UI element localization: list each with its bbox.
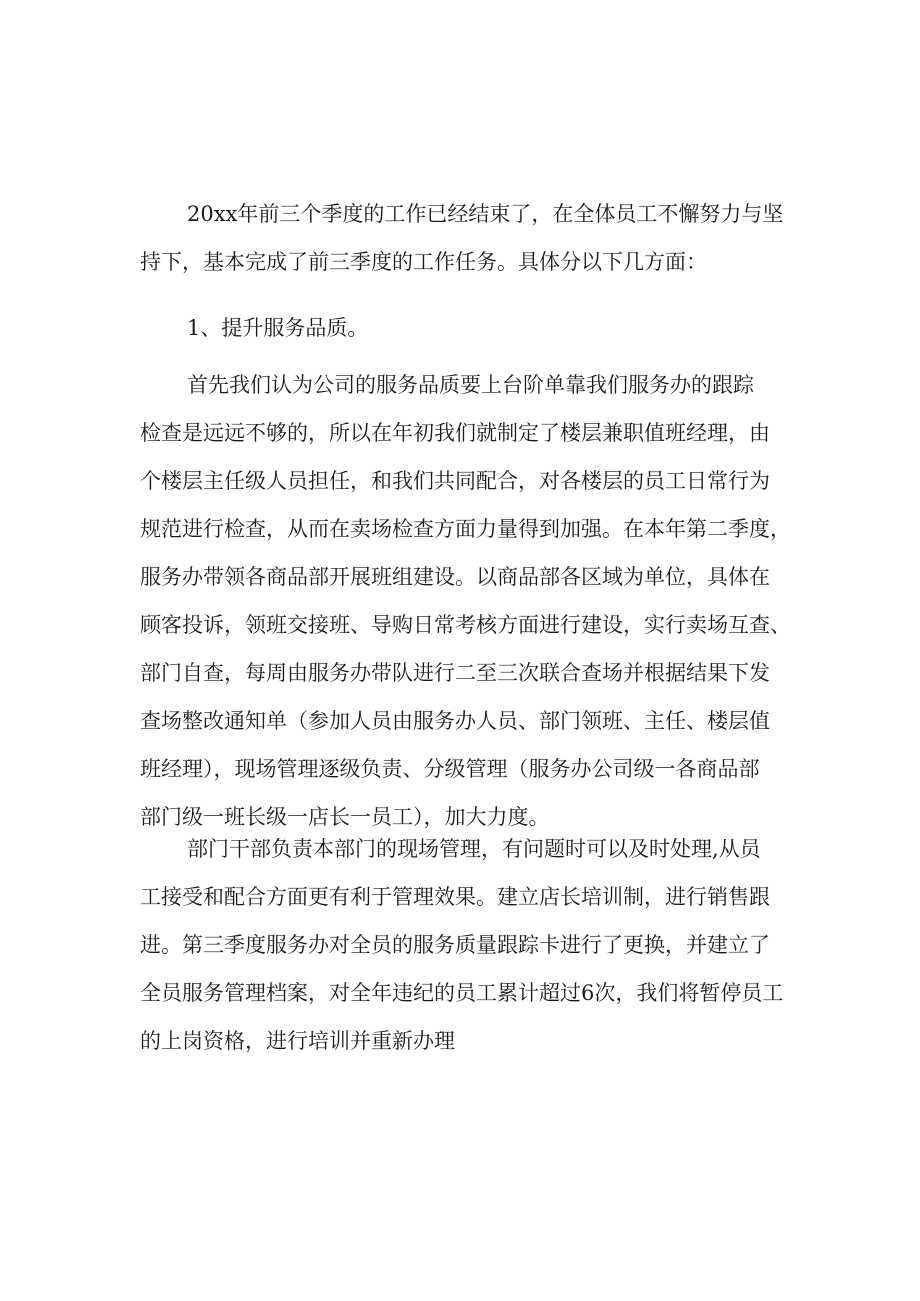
- text-line: 的上岗资格，进行培训并重新办理: [140, 1029, 455, 1053]
- text-line: 查场整改通知单（参加人员由服务办人员、部门领班、主任、楼层值: [140, 709, 770, 733]
- text-line: 服务办带领各商品部开展班组建设。以商品部各区域为单位，具体在: [140, 565, 770, 589]
- section-heading: [140, 318, 800, 339]
- text-line: 20xx年前三个季度的工作已经结束了，在全体员工不懈努力与坚: [187, 202, 784, 226]
- text-line: 检查是远远不够的，所以在年初我们就制定了楼层兼职值班经理，由: [140, 421, 770, 445]
- text-line: 工接受和配合方面更有利于管理效果。建立店长培训制，进行销售跟: [140, 885, 770, 909]
- intro-paragraph: [140, 204, 800, 273]
- text-line: 全员服务管理档案，对全年违纪的员工累计超过6次，我们将暂停员工: [140, 981, 784, 1005]
- text-line: 部门干部负责本部门的现场管理，有问题时可以及时处理,从员: [187, 837, 761, 861]
- text-line: 1、提升服务品质。: [187, 316, 369, 340]
- body-paragraph: [140, 839, 800, 1052]
- text-line: 顾客投诉，领班交接班、导购日常考核方面进行建设，实行卖场互查、: [140, 613, 791, 637]
- text-line: 首先我们认为公司的服务品质要上台阶单靠我们服务办的跟踪: [187, 373, 754, 397]
- text-line: 持下，基本完成了前三季度的工作任务。具体分以下几方面：: [140, 250, 707, 274]
- text-line: 班经理），现场管理逐级负责、分级管理（服务办公司级一各商品部: [140, 757, 760, 781]
- text-line: 部门级一班长级一店长一员工），加大力度。: [140, 805, 550, 829]
- text-line: 部门自查，每周由服务办带队进行二至三次联合查场并根据结果下发: [140, 661, 770, 685]
- text-line: 进。第三季度服务办对全员的服务质量跟踪卡进行了更换，并建立了: [140, 933, 770, 957]
- body-paragraph: [140, 375, 800, 828]
- text-line: 个楼层主任级人员担任，和我们共同配合，对各楼层的员工日常行为: [140, 469, 770, 493]
- text-line: 规范进行检查，从而在卖场检查方面力量得到加强。在本年第二季度，: [140, 517, 791, 541]
